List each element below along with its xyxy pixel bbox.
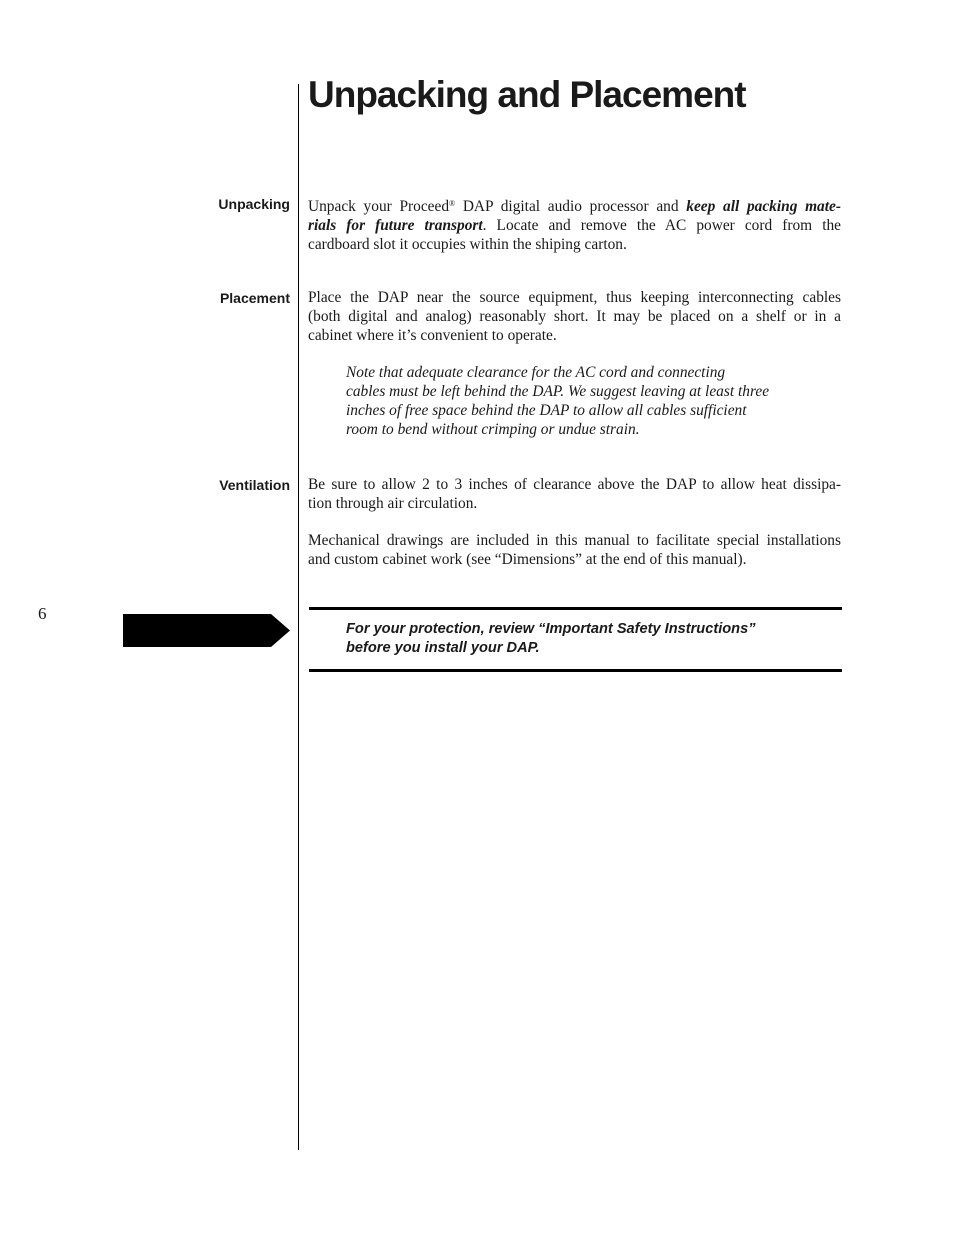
placement-note [346, 363, 791, 439]
registered-mark: ® [449, 199, 456, 208]
safety-note-line: For your protection, review “Important Safety Instructions” [346, 621, 756, 637]
ventilation-line: Be sure to allow 2 to 3 inches of clearance above the DAP to allow heat dissipa- [308, 476, 841, 493]
unpacking-emphasis-b: rials for future transport [308, 217, 483, 234]
section-heading-unpacking: Unpacking [218, 196, 290, 212]
safety-note [346, 620, 786, 658]
placement-note-line: inches of free space behind the DAP to allow all cables sufficient [346, 402, 747, 419]
placement-note-line: Note that adequate clearance for the AC cord and connecting [346, 364, 726, 381]
arrow-pointer-icon [123, 614, 291, 647]
ventilation-line: and custom cabinet work (see “Dimensions” at the end of this manual). [308, 551, 747, 568]
ventilation-paragraph-1 [308, 475, 841, 513]
placement-line: Place the DAP near the source equipment, thus keeping interconnecting cables [308, 289, 841, 306]
unpacking-text-a: Unpack your Proceed [308, 198, 450, 215]
safety-bottom-rule [309, 669, 842, 672]
unpacking-text-c: . Locate and remove the AC power cord from the [482, 217, 841, 234]
ventilation-line: Mechanical drawings are included in this manual to facilitate special installations [308, 532, 841, 549]
safety-top-rule [309, 607, 842, 610]
section-heading-placement: Placement [219, 290, 290, 306]
vertical-rule [298, 84, 299, 1150]
ventilation-paragraph-2 [308, 531, 841, 569]
page-number: 6 [38, 604, 47, 623]
safety-note-line: before you install your DAP. [346, 640, 540, 656]
placement-note-line: room to bend without crimping or undue strain. [346, 421, 640, 438]
placement-line: (both digital and analog) reasonably short. It may be placed on a shelf or in a [308, 308, 841, 325]
unpacking-text-d: cardboard slot it occupies within the shiping carton. [308, 236, 627, 253]
page-title: Unpacking and Placement [308, 74, 746, 115]
unpacking-paragraph [308, 194, 841, 254]
placement-line: cabinet where it’s convenient to operate. [308, 327, 557, 344]
placement-paragraph [308, 288, 841, 345]
placement-note-line: cables must be left behind the DAP. We suggest leaving at least three [346, 383, 770, 400]
ventilation-line: tion through air circulation. [308, 495, 478, 512]
unpacking-emphasis-a: keep all packing mate- [686, 198, 841, 215]
unpacking-text-b: DAP digital audio processor and [455, 198, 687, 215]
section-heading-ventilation: Ventilation [219, 477, 290, 493]
